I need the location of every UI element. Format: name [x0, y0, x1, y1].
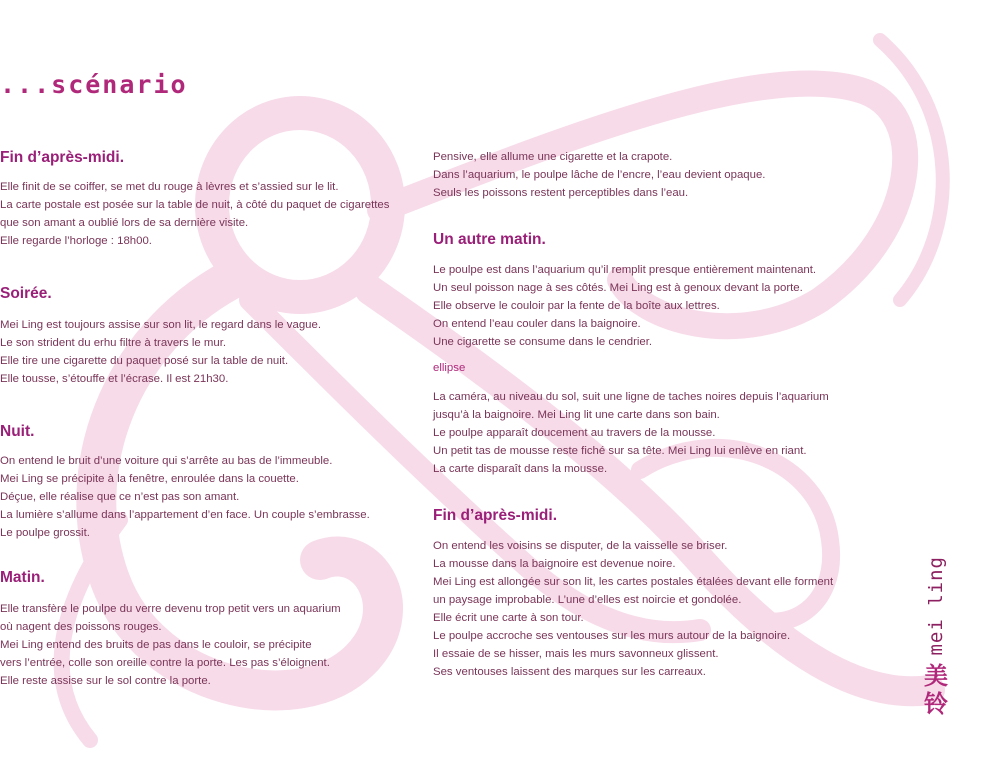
- text-line: Dans l’aquarium, le poulpe lâche de l’encre, l’eau devient opaque.: [433, 169, 766, 181]
- text-line: Elle finit de se coiffer, se met du rouge à lèvres et s’assied sur le lit.: [0, 181, 339, 193]
- text-line: On entend les voisins se disputer, de la vaisselle se briser.: [433, 540, 728, 552]
- brand-cjk-stack: [924, 662, 948, 718]
- section-soiree: [0, 284, 420, 388]
- section-heading: Fin d’après-midi.: [433, 507, 558, 524]
- section-heading: Un autre matin.: [433, 231, 546, 248]
- text-line: Elle observe le couloir par la fente de la boîte aux lettres.: [433, 300, 720, 312]
- section-fin-apres-midi: [0, 148, 420, 250]
- section-fin-apres-midi-2: [433, 506, 893, 681]
- text-line: Il essaie de se hisser, mais les murs savonneux glissent.: [433, 648, 719, 660]
- brand-vertical-title: [924, 556, 948, 718]
- text-line: La carte postale est posée sur la table de nuit, à côté du paquet de cigarettes: [0, 199, 390, 211]
- text-line: Pensive, elle allume une cigarette et la crapote.: [433, 151, 673, 163]
- text-line: Ses ventouses laissent des marques sur les carreaux.: [433, 666, 706, 678]
- section-un-autre-matin: [433, 230, 893, 478]
- text-line: On entend le bruit d’une voiture qui s’arrête au bas de l’immeuble.: [0, 455, 333, 467]
- text-line: un paysage improbable. L’une d’elles est noircie et gondolée.: [433, 594, 742, 606]
- text-line: vers l’entrée, colle son oreille contre la porte. Les pas s’éloignent.: [0, 657, 330, 669]
- ellipse-note: ellipse: [433, 362, 466, 374]
- text-line: Un petit tas de mousse reste fiché sur sa tête. Mei Ling lui enlève en riant.: [433, 445, 807, 457]
- left-text-column: [0, 148, 420, 690]
- text-line: Mei Ling est allongée sur son lit, les cartes postales étalées devant elle forment: [433, 576, 834, 588]
- text-line: Elle regarde l’horloge : 18h00.: [0, 235, 152, 247]
- text-line: Le poulpe est dans l’aquarium qu’il remplit presque entièrement maintenant.: [433, 264, 817, 276]
- text-line: Mei Ling est toujours assise sur son lit, le regard dans le vague.: [0, 319, 322, 331]
- text-line: Une cigarette se consume dans le cendrier.: [433, 336, 653, 348]
- text-line: La carte disparaît dans la mousse.: [433, 463, 608, 475]
- text-line: Mei Ling se précipite à la fenêtre, enroulée dans la couette.: [0, 473, 299, 485]
- text-line: Le poulpe grossit.: [0, 527, 90, 539]
- section-nuit: [0, 422, 420, 542]
- brand-latin-text: mei ling: [925, 556, 947, 656]
- text-line: Déçue, elle réalise que ce n’est pas son amant.: [0, 491, 240, 503]
- brand-cjk-char: 铃: [924, 689, 948, 718]
- text-line: que son amant a oublié lors de sa dernière visite.: [0, 217, 249, 229]
- section-heading: Nuit.: [0, 423, 35, 440]
- text-line: La mousse dans la baignoire est devenue noire.: [433, 558, 676, 570]
- text-line: Elle transfère le poulpe du verre devenu trop petit vers un aquarium: [0, 603, 341, 615]
- brand-cjk-char: 美: [924, 661, 948, 690]
- text-line: Le poulpe accroche ses ventouses sur les murs autour de la baignoire.: [433, 630, 791, 642]
- section-heading: Matin.: [0, 569, 45, 586]
- text-line: Le son strident du erhu filtre à travers le mur.: [0, 337, 227, 349]
- right-text-column: [433, 148, 893, 681]
- text-line: Elle reste assise sur le sol contre la porte.: [0, 675, 211, 687]
- text-line: Elle écrit une carte à son tour.: [433, 612, 584, 624]
- text-line: Seuls les poissons restent perceptibles dans l’eau.: [433, 187, 689, 199]
- text-line: Elle tousse, s’étouffe et l’écrase. Il est 21h30.: [0, 373, 229, 385]
- section-continuation: [433, 148, 893, 202]
- text-line: Mei Ling entend des bruits de pas dans le couloir, se précipite: [0, 639, 312, 651]
- page-title: ...scénario: [0, 70, 188, 99]
- text-line: Elle tire une cigarette du paquet posé sur la table de nuit.: [0, 355, 289, 367]
- text-line: où nagent des poissons rouges.: [0, 621, 162, 633]
- text-line: Le poulpe apparaît doucement au travers de la mousse.: [433, 427, 716, 439]
- section-heading: Fin d’après-midi.: [0, 149, 125, 166]
- text-line: jusqu’à la baignoire. Mei Ling lit une carte dans son bain.: [433, 409, 720, 421]
- section-heading: Soirée.: [0, 285, 52, 302]
- section-matin: [0, 568, 420, 690]
- text-line: Un seul poisson nage à ses côtés. Mei Ling est à genoux devant la porte.: [433, 282, 803, 294]
- text-line: La caméra, au niveau du sol, suit une ligne de taches noires depuis l’aquarium: [433, 391, 829, 403]
- text-line: On entend l’eau couler dans la baignoire.: [433, 318, 641, 330]
- text-line: La lumière s’allume dans l’appartement d’en face. Un couple s’embrasse.: [0, 509, 370, 521]
